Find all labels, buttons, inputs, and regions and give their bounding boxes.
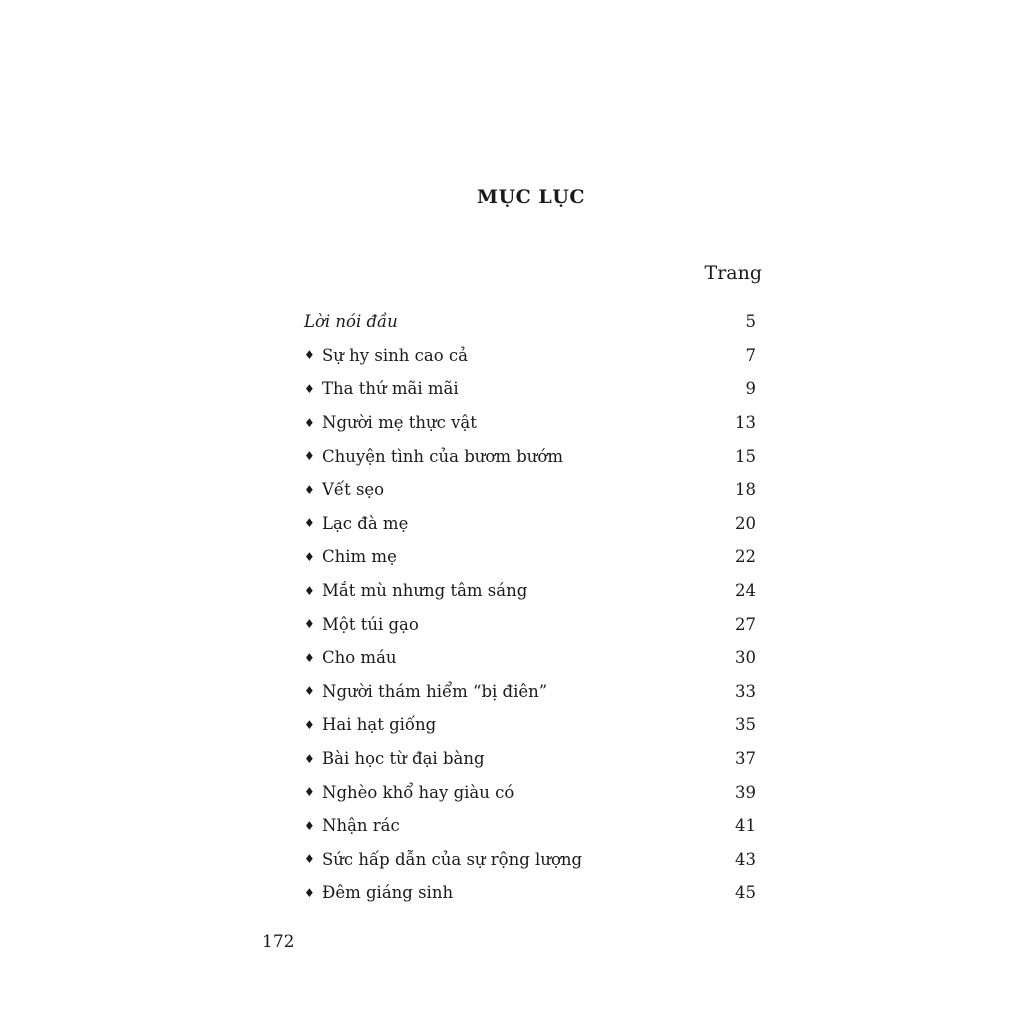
diamond-bullet-icon: ♦ [304, 684, 315, 699]
toc-entry-label-wrap [304, 883, 453, 902]
toc-entry-label: Chuyện tình của bươm bướm [322, 446, 563, 466]
toc-entry-label-wrap [304, 715, 436, 734]
toc-entry-page: 7 [745, 345, 756, 365]
toc-entry [304, 876, 756, 910]
toc-entry [304, 574, 756, 608]
toc-entry-label: Đêm giáng sinh [322, 883, 454, 903]
toc-entry-page: 15 [735, 446, 756, 466]
diamond-bullet-icon: ♦ [304, 717, 315, 732]
toc-entry [304, 507, 756, 541]
toc-entry [304, 843, 756, 877]
toc-entry-page: 30 [735, 648, 756, 668]
diamond-bullet-icon: ♦ [304, 818, 315, 833]
toc-entry-label: Lạc đà mẹ [322, 513, 409, 533]
toc-entry-label: Nghèo khổ hay giàu có [322, 782, 515, 802]
toc-entry-label-wrap [304, 783, 514, 802]
toc-entry-label: Tha thứ mãi mãi [322, 379, 459, 399]
toc-entry-page: 27 [735, 614, 756, 634]
toc-entry-label: Chim mẹ [322, 547, 397, 567]
toc-entry [304, 339, 756, 373]
toc-entry-label: Mắt mù nhưng tâm sáng [322, 581, 528, 601]
toc-entry-label-wrap [304, 648, 397, 667]
toc-entry-page: 5 [745, 312, 756, 332]
diamond-bullet-icon: ♦ [304, 785, 315, 800]
toc-entry [304, 809, 756, 843]
toc-entry-label-wrap [304, 816, 400, 835]
toc-entry-label-wrap [304, 749, 485, 768]
toc-entry [304, 473, 756, 507]
toc-entry-page: 39 [735, 782, 756, 802]
diamond-bullet-icon: ♦ [304, 381, 315, 396]
diamond-bullet-icon: ♦ [304, 751, 315, 766]
toc-entry [304, 607, 756, 641]
toc-entry [304, 406, 756, 440]
toc-entry-page: 18 [735, 480, 756, 500]
toc-entry-label-wrap [304, 379, 459, 398]
toc-entry-label-wrap [304, 514, 408, 533]
diamond-bullet-icon: ♦ [304, 348, 315, 363]
toc-entry-label: Nhận rác [322, 816, 400, 836]
diamond-bullet-icon: ♦ [304, 516, 315, 531]
toc-entry-page: 22 [735, 547, 756, 567]
toc-entry [304, 708, 756, 742]
toc-entry-label-wrap [304, 682, 547, 701]
toc-entry-label: Lời nói đầu [304, 312, 398, 332]
diamond-bullet-icon: ♦ [304, 650, 315, 665]
diamond-bullet-icon: ♦ [304, 885, 315, 900]
diamond-bullet-icon: ♦ [304, 549, 315, 564]
toc-entry-label-wrap [304, 581, 527, 600]
toc-entry [304, 775, 756, 809]
toc-entry-label-wrap [304, 346, 468, 365]
toc-entry-label-wrap [304, 447, 563, 466]
toc-entry-label-wrap [304, 547, 397, 566]
toc-entry [304, 675, 756, 709]
toc-entry-intro [304, 305, 756, 339]
toc-entry-page: 24 [735, 581, 756, 601]
diamond-bullet-icon: ♦ [304, 482, 315, 497]
toc-entry-label-wrap [304, 413, 477, 432]
toc-entry-label: Người thám hiểm “bị điên” [322, 681, 548, 701]
toc-entry-label: Hai hạt giống [322, 715, 437, 735]
toc-entry-label: Vết sẹo [322, 480, 385, 500]
toc-entry-page: 45 [735, 883, 756, 903]
toc-entry [304, 372, 756, 406]
diamond-bullet-icon: ♦ [304, 449, 315, 464]
toc-entry-label-wrap [304, 615, 419, 634]
toc-entry-page: 37 [735, 749, 756, 769]
toc-entry-label: Người mẹ thực vật [322, 413, 477, 433]
toc-entry-page: 9 [745, 379, 756, 399]
diamond-bullet-icon: ♦ [304, 583, 315, 598]
page-number: 172 [262, 932, 295, 952]
toc-entry-label: Sự hy sinh cao cả [322, 345, 468, 365]
toc-entry-page: 41 [735, 816, 756, 836]
toc-entry-page: 33 [735, 681, 756, 701]
toc-entry-label: Sức hấp dẫn của sự rộng lượng [322, 849, 583, 869]
diamond-bullet-icon: ♦ [304, 617, 315, 632]
toc-entry-page: 20 [735, 513, 756, 533]
diamond-bullet-icon: ♦ [304, 415, 315, 430]
page-column-header: Trang [704, 262, 762, 284]
page-title: MỤC LỤC [477, 186, 585, 208]
diamond-bullet-icon: ♦ [304, 852, 315, 867]
toc-entry-label-wrap [304, 480, 384, 499]
toc-entry [304, 742, 756, 776]
toc-entry-page: 43 [735, 849, 756, 869]
table-of-contents [304, 305, 756, 910]
toc-entry [304, 641, 756, 675]
toc-entry-label: Bài học từ đại bàng [322, 749, 485, 769]
toc-entry [304, 540, 756, 574]
toc-entry-page: 35 [735, 715, 756, 735]
toc-entry-label-wrap [304, 850, 582, 869]
toc-entry-label: Cho máu [322, 648, 397, 668]
toc-entry [304, 439, 756, 473]
toc-entry-label: Một túi gạo [322, 614, 419, 634]
toc-entry-page: 13 [735, 413, 756, 433]
